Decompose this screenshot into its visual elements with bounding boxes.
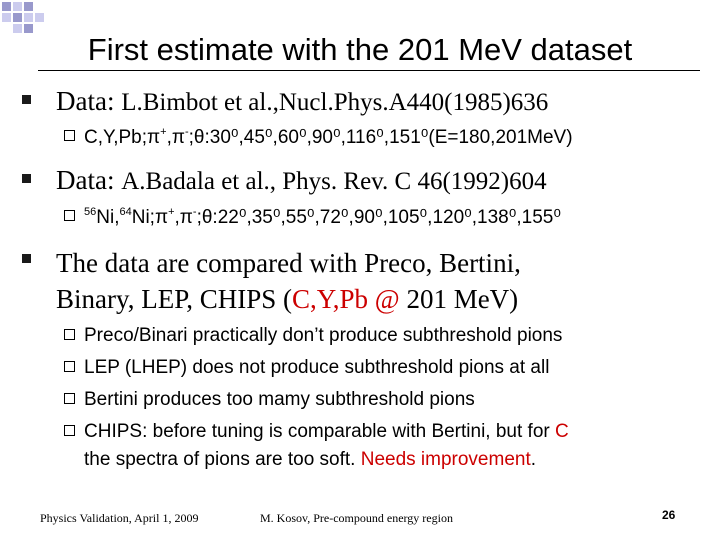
hollow-square-bullet-icon — [64, 393, 75, 404]
slide-title: First estimate with the 201 MeV dataset — [87, 32, 633, 67]
title-underline — [38, 70, 700, 71]
footer-author: M. Kosov, Pre-compound energy region — [260, 511, 453, 525]
page-number: 26 — [662, 508, 676, 522]
square-bullet-icon — [22, 174, 31, 183]
hollow-square-bullet-icon — [64, 130, 75, 141]
bullet-reference: L.Bimbot et al.,Nucl.Phys.A440(1985)636 — [121, 89, 549, 116]
hollow-square-bullet-icon — [64, 361, 75, 372]
hollow-square-bullet-icon — [64, 329, 75, 340]
square-bullet-icon — [22, 95, 31, 104]
footer-date: Physics Validation, April 1, 2009 — [40, 511, 199, 525]
bullet-label: Data: — [56, 165, 115, 195]
bullet-reference: A.Badala et al., Phys. Rev. C 46(1992)604 — [121, 168, 547, 195]
hollow-square-bullet-icon — [64, 425, 75, 436]
hollow-square-bullet-icon — [64, 210, 75, 221]
comparison-line-1: The data are compared with Preco, Bertini, — [56, 248, 521, 278]
square-bullet-icon — [22, 254, 31, 263]
bullet-label: Data: — [56, 86, 115, 116]
